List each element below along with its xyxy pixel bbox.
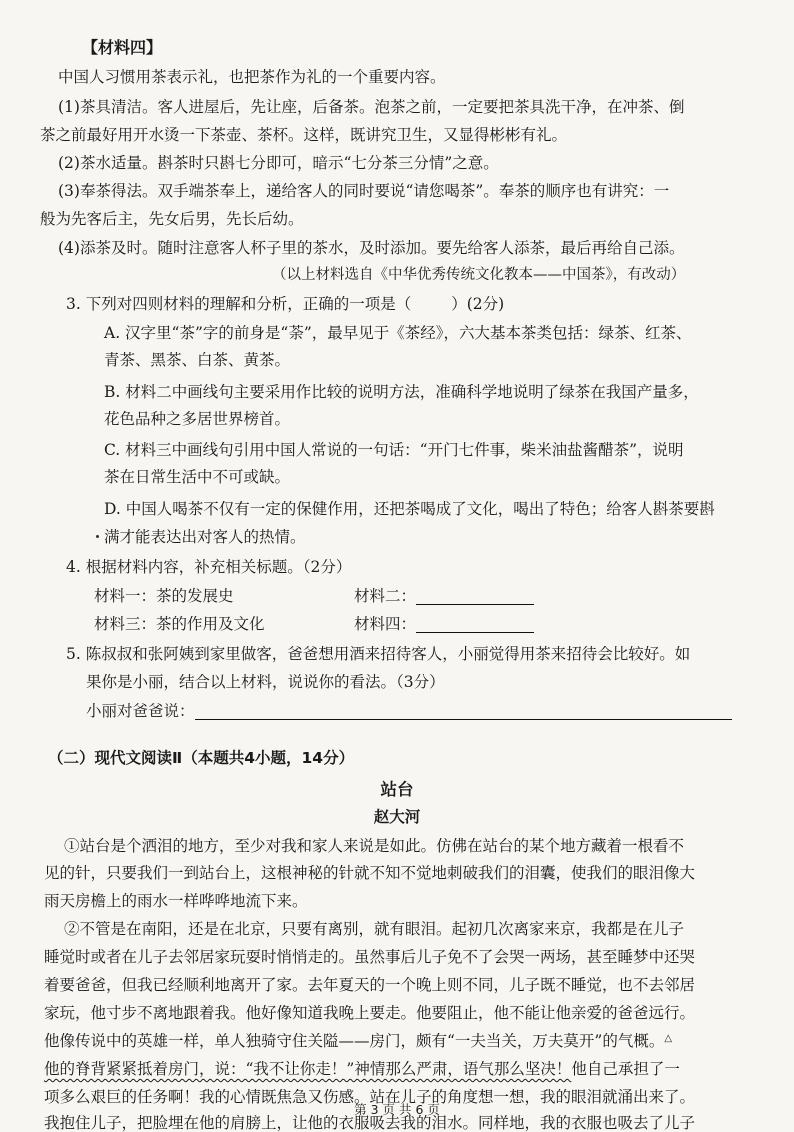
para2-line4: 家玩，他寸步不离地跟着我。他好像知道我晚上要走。他要阻止，他不能让他亲爱的爸爸远行。 (44, 1004, 696, 1022)
q4-stem: 4. 根据材料内容，补充相关标题。（2分） (66, 558, 352, 576)
q3-option-d-line2: 满才能表达出对客人的热情。 (104, 528, 306, 546)
material4-p4: (4)添茶及时。随时注意客人杯子里的茶水，及时添加。要先给客人添茶，最后再给自己添。 (58, 239, 685, 257)
stray-dot (96, 535, 99, 538)
q3-option-c-line2: 茶在日常生活中不可或缺。 (104, 468, 291, 486)
material4-p1-line2: 茶之前最好用开水烫一下茶壶、茶杯。这样，既讲究卫生，又显得彬彬有礼。 (40, 126, 568, 144)
q3-option-b-line2: 花色品种之多居世界榜首。 (104, 410, 291, 428)
para2-line5 (44, 1034, 672, 1050)
q5-line1: 5. 陈叔叔和张阿姨到家里做客，爸爸想用酒来招待客人，小丽觉得用茶来招待会比较好。如 (66, 645, 691, 663)
material4-p3-line2: 般为先客后主，先女后男，先长后幼。 (40, 210, 304, 228)
q5-answer-blank[interactable] (195, 705, 732, 720)
article-title: 站台 (380, 780, 414, 799)
para2-line2: 睡觉时或者在儿子去邻居家玩耍时悄悄走的。虽然事后儿子免不了会哭一两场，甚至睡梦中还哭 (44, 948, 696, 966)
q3-option-d-line1: D. 中国人喝茶不仅有一定的保健作用，还把茶喝成了文化，喝出了特色；给客人斟茶要斟 (104, 500, 715, 518)
q4-material2-label: 材料二： (354, 587, 417, 605)
article-author: 赵大河 (373, 808, 421, 826)
q4-material4-blank[interactable] (416, 618, 534, 633)
q5-answer-label: 小丽对爸爸说： (86, 702, 195, 720)
para2-line7: 项多么艰巨的任务啊！我的心情既焦急又伤感。站在儿子的角度想一想，我的眼泪就涌出来了。 (44, 1088, 696, 1106)
q4-material4-row (354, 617, 534, 633)
underlined-sentence: 他的脊背紧紧抵着房门，说：“我不让你走！”神情那么严肃，语气那么坚决！ (44, 1060, 572, 1078)
material4-p1-line1: (1)茶具清洁。客人进屋后，先让座，后备茶。泡茶之前，一定要把茶具洗干净，在冲茶、倒 (58, 98, 685, 116)
q4-material3: 材料三：茶的作用及文化 (94, 615, 265, 633)
q5-answer-row (86, 704, 732, 720)
para2-line6-rest: 他自己承担了一 (571, 1060, 680, 1078)
material4-intro: 中国人习惯用茶表示礼，也把茶作为礼的一个重要内容。 (58, 68, 446, 86)
q4-material2-row (354, 589, 534, 605)
triangle-mark: △ (664, 1033, 673, 1044)
material4-source: （以上材料选自《中华优秀传统文化教本——中国茶》，有改动） (272, 267, 686, 283)
para2-line6 (44, 1062, 680, 1078)
q3-option-b-line1: B. 材料二中画线句主要采用作比较的说明方法，准确科学地说明了绿茶在我国产量多， (104, 383, 699, 401)
q3-option-a-line2: 青茶、黑茶、白茶、黄茶。 (104, 351, 291, 369)
para2-line5-text: 他像传说中的英雄一样，单人独骑守住关隘——房门，颇有“一夫当关，万夫莫开”的气概。 (44, 1032, 665, 1050)
section2-heading: （二）现代文阅读Ⅱ（本题共4小题，14分） (48, 749, 355, 767)
material4-p2: (2)茶水适量。斟茶时只斟七分即可，暗示“七分茶三分情”之意。 (58, 154, 499, 172)
q3-stem-text: 3. 下列对四则材料的理解和分析，正确的一项是（ (66, 295, 412, 313)
q3-option-c-line1: C. 材料三中画线句引用中国人常说的一句话：“开门七件事，柴米油盐酱醋茶”，说明 (104, 441, 684, 459)
para1-line3: 雨天房檐上的雨水一样哗哗地流下来。 (44, 892, 308, 910)
material4-heading: 【材料四】 (82, 38, 163, 57)
para2-line1: ②不管是在南阳，还是在北京，只要有离别，就有眼泪。起初几次离家来京，我都是在儿子 (64, 920, 685, 938)
q3-option-a-line1: A. 汉字里“茶”字的前身是“荼”，最早见于《茶经》，六大基本茶类包括：绿茶、红茶、 (104, 324, 692, 342)
para2-line8: 我抱住儿子，把脸埋在他的肩膀上，让他的衣服吸去我的泪水。同样地，我的衣服也吸去了儿子 (44, 1114, 696, 1132)
q4-material2-blank[interactable] (416, 590, 534, 605)
para1-line2: 见的针，只要我们一到站台上，这根神秘的针就不知不觉地刺破我们的泪囊，使我们的眼泪像大 (44, 864, 696, 882)
page-footer: 第 3 页 共 6 页 (354, 1102, 440, 1117)
q4-material1: 材料一：茶的发展史 (94, 587, 234, 605)
q5-line2: 果你是小丽，结合以上材料，说说你的看法。（3分） (86, 673, 445, 691)
material4-p3-line1: (3)奉茶得法。双手端茶奉上，递给客人的同时要说“请您喝茶”。奉茶的顺序也有讲究：一 (58, 182, 670, 200)
q3-score: ）(2分) (451, 295, 505, 313)
q3-stem (66, 297, 504, 313)
para2-line3: 着要爸爸，但我已经顺利地离开了家。去年夏天的一个晚上则不同，儿子既不睡觉，也不去邻居 (44, 976, 696, 994)
q4-material4-label: 材料四： (354, 615, 417, 633)
para1-line1: ①站台是个洒泪的地方，至少对我和家人来说是如此。仿佛在站台的某个地方藏着一根看不 (64, 837, 685, 855)
